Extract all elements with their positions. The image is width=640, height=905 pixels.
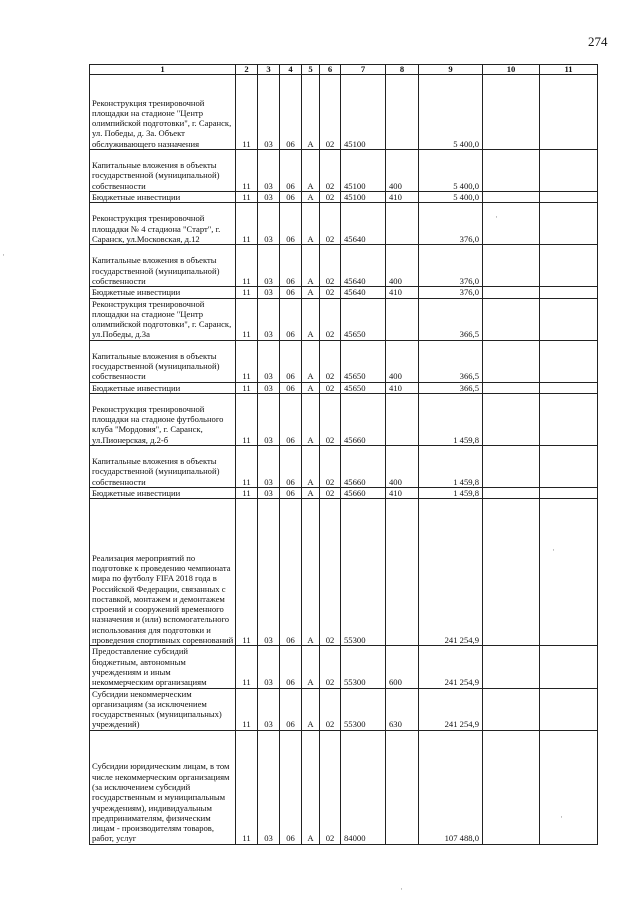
scan-speck: ·: [2, 250, 5, 260]
row-cell-col-11: [540, 245, 598, 287]
row-description: Капитальные вложения в объекты государственной (муниципальной) собственности: [90, 446, 236, 488]
scan-speck: ·: [552, 545, 555, 555]
row-cell-col-6: 02: [320, 446, 341, 488]
row-cell-col-10: [483, 245, 540, 287]
row-cell-col-6: 02: [320, 75, 341, 150]
row-cell-col-7: 45100: [341, 150, 386, 192]
row-cell-col-6: 02: [320, 245, 341, 287]
row-cell-col-8: 410: [386, 488, 419, 499]
row-cell-col-6: 02: [320, 488, 341, 499]
row-cell-col-2: 11: [236, 382, 258, 393]
row-cell-col-10: [483, 203, 540, 245]
row-cell-col-3: 03: [258, 446, 280, 488]
row-cell-col-2: 11: [236, 75, 258, 150]
row-cell-col-9: 5 400,0: [419, 75, 483, 150]
row-cell-col-3: 03: [258, 382, 280, 393]
column-header-6: 6: [320, 65, 341, 75]
row-cell-col-2: 11: [236, 192, 258, 203]
row-cell-col-4: 06: [280, 499, 302, 646]
row-cell-col-9: 5 400,0: [419, 150, 483, 192]
row-cell-col-5: А: [302, 382, 320, 393]
row-cell-col-4: 06: [280, 446, 302, 488]
row-cell-col-2: 11: [236, 150, 258, 192]
row-cell-col-10: [483, 192, 540, 203]
row-cell-col-5: А: [302, 499, 320, 646]
row-cell-col-6: 02: [320, 382, 341, 393]
row-description: Реализация мероприятий по подготовке к проведению чемпионата мира по футболу FIFA 2018 года в Российской Федерации, связанных с поставкой, монтажем и демонтажем строений и сооружений временного назначения и (или) вспомогательного использования для подготовки и проведения спортивных соревнований: [90, 499, 236, 646]
row-cell-col-4: 06: [280, 75, 302, 150]
row-cell-col-4: 06: [280, 192, 302, 203]
row-cell-col-7: 45640: [341, 245, 386, 287]
table-row: [90, 499, 598, 646]
row-cell-col-6: 02: [320, 394, 341, 446]
table-row: [90, 394, 598, 446]
row-cell-col-3: 03: [258, 203, 280, 245]
row-cell-col-7: 45100: [341, 75, 386, 150]
table-row: [90, 75, 598, 150]
row-cell-col-8: 400: [386, 245, 419, 287]
row-description: Реконструкция тренировочной площадки на стадионе "Центр олимпийской подготовки", г. Саранск, ул. Победы, д. 3а. Объект обслуживающего назначения: [90, 75, 236, 150]
row-cell-col-3: 03: [258, 192, 280, 203]
row-cell-col-10: [483, 394, 540, 446]
row-cell-col-4: 06: [280, 382, 302, 393]
row-cell-col-10: [483, 150, 540, 192]
row-cell-col-7: 45100: [341, 192, 386, 203]
row-description: Реконструкция тренировочной площадки № 4 стадиона "Старт", г. Саранск, ул.Московская, д.12: [90, 203, 236, 245]
row-cell-col-3: 03: [258, 688, 280, 730]
row-cell-col-2: 11: [236, 499, 258, 646]
row-cell-col-7: 45660: [341, 446, 386, 488]
row-cell-col-2: 11: [236, 730, 258, 844]
column-header-3: 3: [258, 65, 280, 75]
column-header-11: 11: [540, 65, 598, 75]
row-cell-col-4: 06: [280, 340, 302, 382]
row-cell-col-8: [386, 75, 419, 150]
row-cell-col-9: 241 254,9: [419, 499, 483, 646]
row-cell-col-9: 1 459,8: [419, 394, 483, 446]
row-cell-col-9: 376,0: [419, 245, 483, 287]
row-cell-col-6: 02: [320, 688, 341, 730]
row-cell-col-8: 400: [386, 446, 419, 488]
table-row: [90, 446, 598, 488]
row-cell-col-11: [540, 646, 598, 688]
scan-speck: ·: [495, 212, 498, 222]
table-row: [90, 340, 598, 382]
row-cell-col-11: [540, 730, 598, 844]
row-description: Бюджетные инвестиции: [90, 488, 236, 499]
row-cell-col-6: 02: [320, 150, 341, 192]
table-row: [90, 646, 598, 688]
row-cell-col-4: 06: [280, 245, 302, 287]
row-cell-col-7: 45650: [341, 298, 386, 340]
row-cell-col-10: [483, 646, 540, 688]
row-cell-col-2: 11: [236, 394, 258, 446]
row-description: Субсидии юридическим лицам, в том числе некоммерческим организациям (за исключением субсидий государственным и муниципальным учреждениям), индивидуальным предпринимателям, физическим лицам - производителям товаров, работ, услуг: [90, 730, 236, 844]
row-cell-col-10: [483, 298, 540, 340]
row-cell-col-7: 45640: [341, 203, 386, 245]
row-cell-col-5: А: [302, 646, 320, 688]
row-cell-col-7: 55300: [341, 499, 386, 646]
table-row: [90, 203, 598, 245]
scan-speck: ·: [560, 812, 563, 822]
budget-table: [89, 64, 598, 845]
row-description: Реконструкция тренировочной площадки на стадионе "Центр олимпийской подготовки", г. Саранск, ул.Победы, д.3а: [90, 298, 236, 340]
row-cell-col-4: 06: [280, 203, 302, 245]
row-cell-col-11: [540, 340, 598, 382]
row-cell-col-3: 03: [258, 499, 280, 646]
row-cell-col-11: [540, 192, 598, 203]
row-cell-col-4: 06: [280, 394, 302, 446]
row-cell-col-9: 107 488,0: [419, 730, 483, 844]
row-cell-col-3: 03: [258, 298, 280, 340]
column-header-7: 7: [341, 65, 386, 75]
column-header-2: 2: [236, 65, 258, 75]
row-cell-col-5: А: [302, 688, 320, 730]
table-row: [90, 192, 598, 203]
row-cell-col-10: [483, 340, 540, 382]
row-cell-col-3: 03: [258, 150, 280, 192]
row-cell-col-9: 241 254,9: [419, 646, 483, 688]
row-cell-col-11: [540, 446, 598, 488]
row-cell-col-2: 11: [236, 245, 258, 287]
row-cell-col-6: 02: [320, 646, 341, 688]
row-cell-col-2: 11: [236, 688, 258, 730]
row-cell-col-4: 06: [280, 646, 302, 688]
row-description: Субсидии некоммерческим организациям (за исключением государственных (муниципальных) учреждений): [90, 688, 236, 730]
row-cell-col-9: 366,5: [419, 298, 483, 340]
row-cell-col-5: А: [302, 488, 320, 499]
row-description: Капитальные вложения в объекты государственной (муниципальной) собственности: [90, 340, 236, 382]
row-cell-col-8: 410: [386, 382, 419, 393]
row-cell-col-5: А: [302, 394, 320, 446]
table-row: [90, 287, 598, 298]
column-header-1: 1: [90, 65, 236, 75]
row-description: Реконструкция тренировочной площадки на стадионе футбольного клуба "Мордовия", г. Саранск, ул.Пионерская, д.2-б: [90, 394, 236, 446]
row-cell-col-4: 06: [280, 150, 302, 192]
row-cell-col-3: 03: [258, 340, 280, 382]
row-cell-col-8: 400: [386, 150, 419, 192]
table-row: [90, 298, 598, 340]
page-number: 274: [588, 34, 608, 49]
column-header-5: 5: [302, 65, 320, 75]
row-cell-col-10: [483, 382, 540, 393]
row-cell-col-6: 02: [320, 340, 341, 382]
column-header-8: 8: [386, 65, 419, 75]
row-cell-col-8: 400: [386, 340, 419, 382]
row-cell-col-4: 06: [280, 287, 302, 298]
row-cell-col-10: [483, 499, 540, 646]
row-cell-col-9: 5 400,0: [419, 192, 483, 203]
row-cell-col-8: [386, 298, 419, 340]
row-cell-col-5: А: [302, 150, 320, 192]
row-cell-col-8: [386, 203, 419, 245]
row-cell-col-3: 03: [258, 75, 280, 150]
row-cell-col-9: 1 459,8: [419, 446, 483, 488]
row-cell-col-7: 84000: [341, 730, 386, 844]
row-cell-col-6: 02: [320, 203, 341, 245]
row-description: Бюджетные инвестиции: [90, 192, 236, 203]
row-cell-col-10: [483, 446, 540, 488]
row-cell-col-7: 45650: [341, 340, 386, 382]
row-cell-col-11: [540, 488, 598, 499]
row-cell-col-9: 1 459,8: [419, 488, 483, 499]
row-cell-col-6: 02: [320, 287, 341, 298]
row-cell-col-8: 600: [386, 646, 419, 688]
row-cell-col-8: [386, 730, 419, 844]
row-cell-col-4: 06: [280, 298, 302, 340]
row-description: Бюджетные инвестиции: [90, 287, 236, 298]
row-cell-col-6: 02: [320, 298, 341, 340]
row-cell-col-10: [483, 488, 540, 499]
column-header-4: 4: [280, 65, 302, 75]
row-cell-col-5: А: [302, 192, 320, 203]
row-cell-col-3: 03: [258, 245, 280, 287]
row-cell-col-4: 06: [280, 488, 302, 499]
row-cell-col-9: 376,0: [419, 287, 483, 298]
row-cell-col-11: [540, 150, 598, 192]
row-cell-col-3: 03: [258, 646, 280, 688]
row-cell-col-11: [540, 287, 598, 298]
row-cell-col-5: А: [302, 203, 320, 245]
row-cell-col-6: 02: [320, 499, 341, 646]
row-cell-col-10: [483, 287, 540, 298]
row-cell-col-5: А: [302, 75, 320, 150]
row-description: Капитальные вложения в объекты государственной (муниципальной) собственности: [90, 150, 236, 192]
row-description: Предоставление субсидий бюджетным, автономным учреждениям и иным некоммерческим организациям: [90, 646, 236, 688]
row-cell-col-3: 03: [258, 488, 280, 499]
row-cell-col-8: [386, 394, 419, 446]
row-cell-col-2: 11: [236, 340, 258, 382]
row-cell-col-2: 11: [236, 298, 258, 340]
row-cell-col-2: 11: [236, 446, 258, 488]
row-cell-col-7: 45640: [341, 287, 386, 298]
row-cell-col-9: 366,5: [419, 340, 483, 382]
row-cell-col-8: [386, 499, 419, 646]
scan-speck: ·: [400, 884, 403, 894]
row-cell-col-10: [483, 75, 540, 150]
row-cell-col-9: 376,0: [419, 203, 483, 245]
table-row: [90, 730, 598, 844]
row-description: Бюджетные инвестиции: [90, 382, 236, 393]
table-row: [90, 688, 598, 730]
row-cell-col-10: [483, 730, 540, 844]
row-cell-col-11: [540, 688, 598, 730]
row-cell-col-11: [540, 499, 598, 646]
row-cell-col-10: [483, 688, 540, 730]
row-cell-col-7: 45660: [341, 488, 386, 499]
table-row: [90, 382, 598, 393]
row-cell-col-5: А: [302, 730, 320, 844]
row-cell-col-3: 03: [258, 394, 280, 446]
row-cell-col-9: 241 254,9: [419, 688, 483, 730]
row-cell-col-6: 02: [320, 192, 341, 203]
row-cell-col-11: [540, 382, 598, 393]
row-cell-col-5: А: [302, 287, 320, 298]
row-cell-col-11: [540, 394, 598, 446]
budget-table-body: [90, 65, 598, 845]
row-cell-col-7: 45660: [341, 394, 386, 446]
row-description: Капитальные вложения в объекты государственной (муниципальной) собственности: [90, 245, 236, 287]
row-cell-col-3: 03: [258, 287, 280, 298]
row-cell-col-3: 03: [258, 730, 280, 844]
row-cell-col-7: 45650: [341, 382, 386, 393]
column-header-9: 9: [419, 65, 483, 75]
row-cell-col-11: [540, 298, 598, 340]
row-cell-col-5: А: [302, 245, 320, 287]
row-cell-col-5: А: [302, 340, 320, 382]
row-cell-col-7: 55300: [341, 688, 386, 730]
table-row: [90, 488, 598, 499]
table-row: [90, 150, 598, 192]
row-cell-col-4: 06: [280, 730, 302, 844]
row-cell-col-5: А: [302, 446, 320, 488]
row-cell-col-2: 11: [236, 203, 258, 245]
row-cell-col-4: 06: [280, 688, 302, 730]
row-cell-col-7: 55300: [341, 646, 386, 688]
table-header-row: [90, 65, 598, 75]
row-cell-col-11: [540, 75, 598, 150]
row-cell-col-5: А: [302, 298, 320, 340]
row-cell-col-8: 630: [386, 688, 419, 730]
row-cell-col-8: 410: [386, 287, 419, 298]
table-row: [90, 245, 598, 287]
row-cell-col-8: 410: [386, 192, 419, 203]
row-cell-col-11: [540, 203, 598, 245]
row-cell-col-2: 11: [236, 646, 258, 688]
column-header-10: 10: [483, 65, 540, 75]
row-cell-col-9: 366,5: [419, 382, 483, 393]
row-cell-col-2: 11: [236, 488, 258, 499]
row-cell-col-6: 02: [320, 730, 341, 844]
row-cell-col-2: 11: [236, 287, 258, 298]
